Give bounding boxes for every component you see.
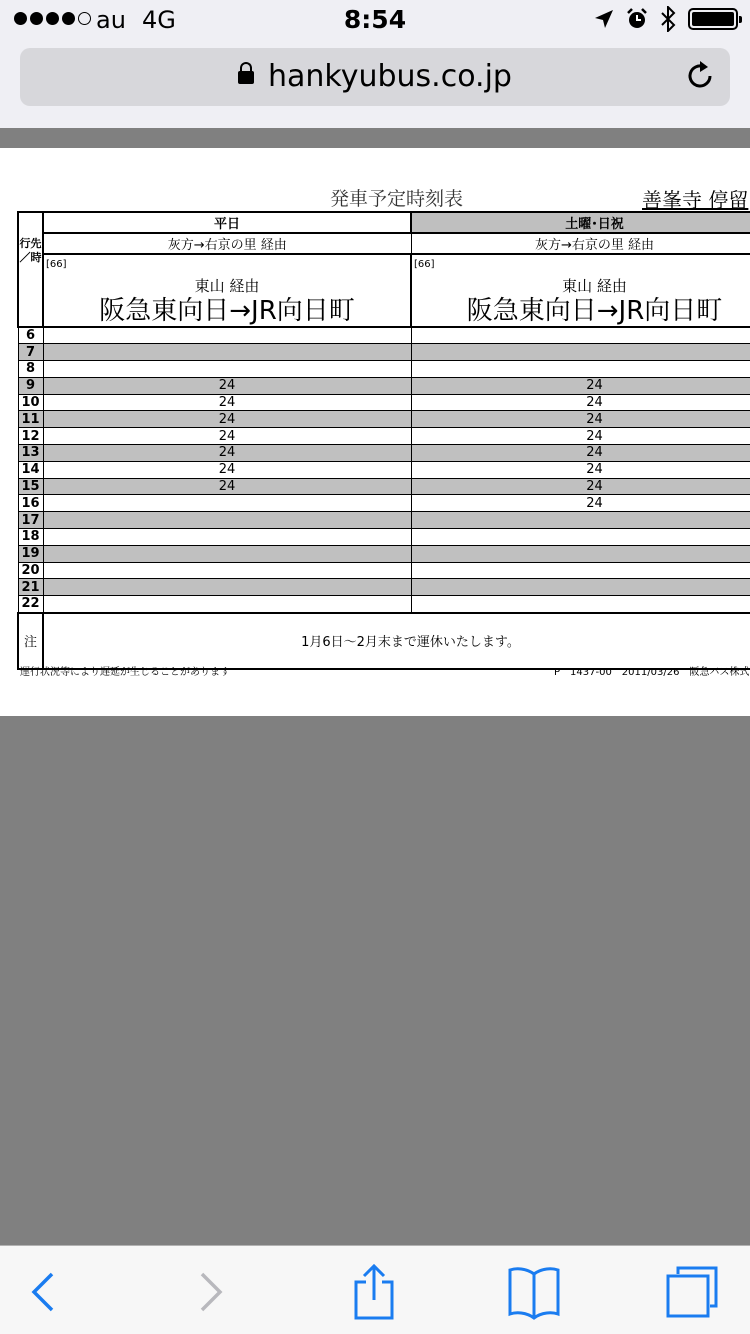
weekday-minutes xyxy=(43,529,411,546)
status-time: 8:54 xyxy=(343,5,407,34)
hour-label: 6 xyxy=(18,327,43,344)
hour-row xyxy=(18,461,750,478)
weekday-via-top: 灰方→右京の里 経由 xyxy=(43,233,411,254)
document-code: P 1437-00 2011/03/26 阪急バス株式 xyxy=(554,667,750,678)
holiday-minutes: 24 xyxy=(411,461,750,478)
timetable-title: 発車予定時刻表 xyxy=(330,188,464,210)
route-number: [66] xyxy=(414,259,435,270)
holiday-minutes xyxy=(411,596,750,613)
weekday-minutes xyxy=(43,512,411,529)
weekday-header: 平日 xyxy=(43,212,411,233)
holiday-minutes: 24 xyxy=(411,478,750,495)
holiday-minutes: 24 xyxy=(411,445,750,462)
hour-label: 11 xyxy=(18,411,43,428)
location-arrow-icon xyxy=(594,9,614,29)
hour-label: 13 xyxy=(18,445,43,462)
hour-label: 19 xyxy=(18,545,43,562)
weekday-minutes: 24 xyxy=(43,394,411,411)
hour-label: 18 xyxy=(18,529,43,546)
hour-row xyxy=(18,377,750,394)
via-label: 東山 経由 xyxy=(194,277,260,295)
holiday-minutes xyxy=(411,562,750,579)
weekday-minutes: 24 xyxy=(43,411,411,428)
weekday-minutes: 24 xyxy=(43,428,411,445)
note-text: 1月6日～2月末まで運休いたします。 xyxy=(43,613,750,669)
status-bar xyxy=(0,0,750,40)
reload-icon[interactable] xyxy=(684,60,716,92)
hour-row xyxy=(18,428,750,445)
holiday-minutes xyxy=(411,579,750,596)
hour-label: 8 xyxy=(18,361,43,378)
hour-row xyxy=(18,361,750,378)
hour-row xyxy=(18,545,750,562)
delay-notice: 運行状況等により遅延が生じることがあります xyxy=(20,667,230,678)
address-bar[interactable] xyxy=(20,48,730,106)
share-icon[interactable] xyxy=(344,1264,404,1320)
hour-label: 21 xyxy=(18,579,43,596)
hour-row xyxy=(18,562,750,579)
hour-label: 15 xyxy=(18,478,43,495)
tabs-icon[interactable] xyxy=(660,1264,720,1320)
holiday-minutes xyxy=(411,361,750,378)
hour-label: 14 xyxy=(18,461,43,478)
hour-row xyxy=(18,579,750,596)
side-label: 行先／時 xyxy=(18,212,43,327)
hour-row xyxy=(18,529,750,546)
holiday-via-top: 灰方→右京の里 経由 xyxy=(411,233,750,254)
hour-row xyxy=(18,512,750,529)
share-button[interactable] xyxy=(344,1264,404,1320)
stop-name: 善峯寺 停留 xyxy=(642,188,749,212)
back-button[interactable] xyxy=(12,1264,72,1320)
via-label: 東山 経由 xyxy=(562,277,627,295)
weekday-minutes xyxy=(43,344,411,361)
hour-label: 16 xyxy=(18,495,43,512)
weekday-minutes: 24 xyxy=(43,478,411,495)
holiday-minutes: 24 xyxy=(411,411,750,428)
weekday-destination-cell xyxy=(43,254,411,327)
browser-toolbar xyxy=(0,1245,750,1334)
route-number: [66] xyxy=(46,259,67,270)
hour-row xyxy=(18,327,750,344)
lock-icon xyxy=(238,71,254,84)
hour-label: 20 xyxy=(18,562,43,579)
holiday-minutes xyxy=(411,327,750,344)
weekday-minutes xyxy=(43,562,411,579)
weekday-minutes xyxy=(43,495,411,512)
carrier-name: au xyxy=(96,6,126,34)
holiday-minutes xyxy=(411,529,750,546)
weekday-minutes: 24 xyxy=(43,461,411,478)
timetable-grid xyxy=(17,211,750,670)
hour-row xyxy=(18,445,750,462)
hour-label: 10 xyxy=(18,394,43,411)
holiday-minutes xyxy=(411,344,750,361)
browser-chrome xyxy=(0,0,750,128)
destination: 阪急東向日→JR向日町 xyxy=(99,296,355,326)
bluetooth-icon xyxy=(660,6,676,32)
tabs-button[interactable] xyxy=(660,1264,720,1320)
bookmarks-icon[interactable] xyxy=(504,1264,564,1320)
weekday-minutes: 24 xyxy=(43,445,411,462)
hour-row xyxy=(18,495,750,512)
holiday-minutes xyxy=(411,512,750,529)
weekday-minutes: 24 xyxy=(43,377,411,394)
alarm-clock-icon xyxy=(626,8,648,30)
weekday-minutes xyxy=(43,327,411,344)
hour-label: 7 xyxy=(18,344,43,361)
url-text[interactable]: hankyubus.co.jp xyxy=(268,59,512,94)
holiday-minutes xyxy=(411,545,750,562)
hour-row xyxy=(18,394,750,411)
hour-label: 12 xyxy=(18,428,43,445)
holiday-header: 土曜･日祝 xyxy=(411,212,750,233)
weekday-minutes xyxy=(43,361,411,378)
hour-row xyxy=(18,478,750,495)
forward-icon[interactable] xyxy=(182,1264,242,1320)
destination: 阪急東向日→JR向日町 xyxy=(466,296,723,326)
note-row xyxy=(18,613,750,669)
weekday-minutes xyxy=(43,596,411,613)
hour-row xyxy=(18,411,750,428)
network-type: 4G xyxy=(142,6,176,34)
hour-row xyxy=(18,344,750,361)
hour-label: 22 xyxy=(18,596,43,613)
weekday-minutes xyxy=(43,545,411,562)
hour-row xyxy=(18,596,750,613)
holiday-destination-cell xyxy=(411,254,750,327)
back-icon[interactable] xyxy=(12,1264,72,1320)
hour-label: 17 xyxy=(18,512,43,529)
holiday-minutes: 24 xyxy=(411,377,750,394)
holiday-minutes: 24 xyxy=(411,428,750,445)
timetable-page xyxy=(0,148,750,716)
hour-label: 9 xyxy=(18,377,43,394)
forward-button[interactable] xyxy=(182,1264,242,1320)
page-margin xyxy=(0,128,750,148)
holiday-minutes: 24 xyxy=(411,495,750,512)
note-label: 注 xyxy=(18,613,43,669)
bookmarks-button[interactable] xyxy=(504,1264,564,1320)
weekday-minutes xyxy=(43,579,411,596)
holiday-minutes: 24 xyxy=(411,394,750,411)
battery-icon xyxy=(688,8,738,30)
